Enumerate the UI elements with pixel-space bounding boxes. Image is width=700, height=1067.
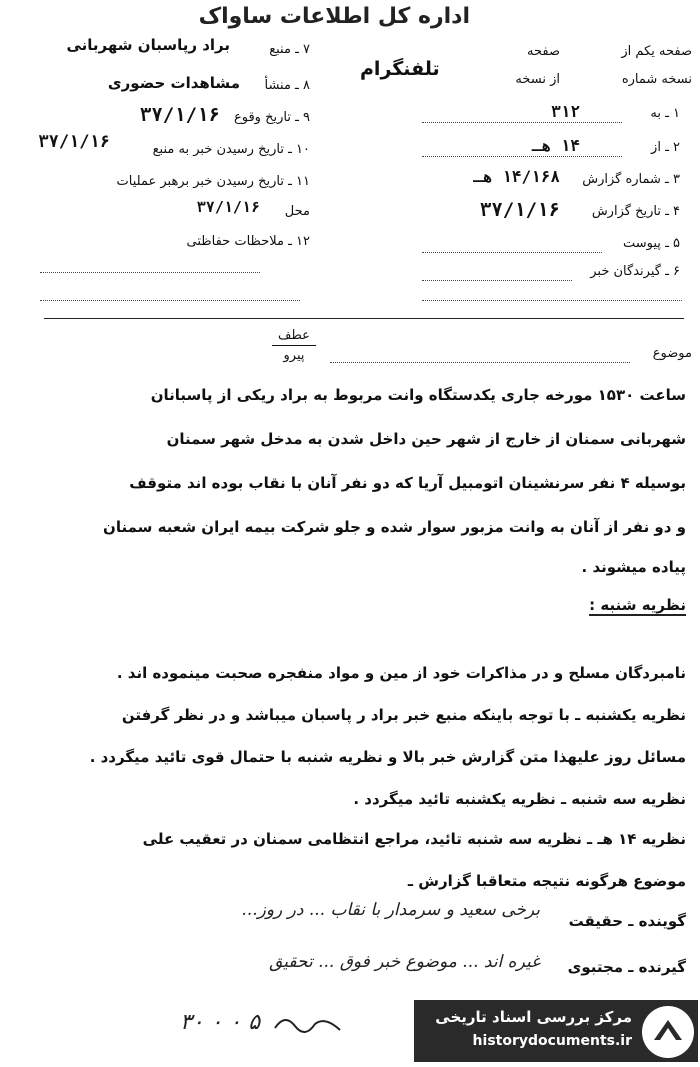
watermark-text-en: historydocuments.ir (472, 1033, 632, 1049)
security-notes-label: ۱۲ ـ ملاحظات حفاظتی (186, 234, 310, 249)
reference-top: عطف (278, 328, 310, 343)
place-label: محل (284, 204, 310, 219)
theory-line-5: نظریه ۱۴ هـ ـ نظریه سه شنبه تائید، مراجع انتظامی سمنان در تعقیب علی (142, 830, 686, 848)
origin-value: مشاهدات حضوری (107, 74, 240, 92)
recipients-label: ۶ ـ گیرندگان خبر (590, 264, 680, 279)
report-date-value: ۳۷/۱/۱۶ (479, 199, 560, 221)
body-line-3: بوسیله ۴ نفر سرنشینان اتومبیل آریا که دو نفر آنان با نقاب بوده اند متوقف (129, 474, 686, 492)
speaker-handwritten-note: برخی سعید و سرمدار با نقاب ... در روز... (241, 900, 540, 920)
copy-extra: از نسخه (515, 72, 560, 87)
reference-bottom: پیرو (283, 348, 305, 363)
from-label: ۲ ـ از (651, 140, 680, 155)
subject-label: موضوع (652, 346, 692, 361)
body-line-4: و دو نفر از آنان به وانت مزبور سوار شده و جلو شرکت بیمه ایران شعبه سمنان (103, 518, 686, 536)
report-number-value: ۱۴/۱۶۸ هـ (473, 167, 560, 186)
source-label: ۷ ـ منبع (269, 42, 310, 57)
source-value: براد رپاسبان شهربانی (66, 36, 230, 54)
header-divider (44, 318, 684, 319)
source-received-value: ۳۷/۱/۱۶ (38, 132, 110, 152)
book-icon (642, 1006, 694, 1058)
handwritten-number: ۳۰ ۰ ۰ ۵ (180, 1010, 261, 1035)
report-date-label: ۴ ـ تاریخ گزارش (591, 204, 680, 219)
watermark-text-fa: مرکز بررسی اسناد تاریخی (435, 1008, 632, 1026)
occurrence-date-value: ۳۷/۱/۱۶ (139, 104, 220, 126)
to-label: ۱ ـ به (650, 106, 680, 121)
place-value: ۳۷/۱/۱۶ (196, 198, 260, 216)
page-extra: صفحه (527, 44, 560, 59)
theory-line-4: نظریه سه شنبه ـ نظریه یکشنبه تائید میگردد . (353, 790, 686, 808)
copy-label: نسخه شماره (621, 72, 692, 87)
org-title: اداره کل اطلاعات ساواک (198, 4, 470, 29)
theory-line-1: نامبردگان مسلح و در مذاکرات خود از مین و مواد منفجره صحبت مینموده اند . (116, 664, 686, 682)
theory-title: نظریه شنبه : (589, 596, 686, 614)
to-value: ۳۱۲ (551, 102, 580, 121)
receiver-handwritten-note: غیره اند ... موضوع خبر فوق ... تحقیق (269, 952, 540, 972)
origin-label: ۸ ـ منشأ (264, 78, 310, 93)
ops-received-label: ۱۱ ـ تاریخ رسیدن خبر برهبر عملیات (116, 174, 310, 189)
theory-line-6: موضوع هرگونه نتیجه متعاقبا گزارش ـ (407, 872, 686, 890)
occurrence-date-label: ۹ ـ تاریخ وقوع (233, 110, 310, 125)
from-value: ۱۴ هـ (531, 136, 580, 155)
telegram-label: تلفنگرام (360, 58, 440, 80)
speaker-label: گوینده ـ حقیقت (568, 912, 686, 930)
watermark-logo (414, 1000, 698, 1062)
page-label: صفحه یکم از (621, 44, 692, 59)
signature-scribble-icon (270, 1008, 350, 1038)
body-line-2: شهربانی سمنان از خارج از شهر حین داخل شدن به مدخل شهر سمنان (166, 430, 686, 448)
source-received-label: ۱۰ ـ تاریخ رسیدن خبر به منبع (152, 142, 310, 157)
body-line-5: پیاده میشوند . (581, 558, 686, 576)
receiver-label: گیرنده ـ مجتبوی (567, 958, 686, 976)
theory-line-2: نظریه یکشنبه ـ با توجه باینکه منبع خبر براد ر پاسبان میباشد و در نظر گرفتن (121, 706, 686, 724)
attachment-label: ۵ ـ پیوست (623, 236, 680, 251)
body-line-1: ساعت ۱۵۳۰ مورخه جاری یکدستگاه وانت مربوط به براد ریکی از پاسبانان (150, 386, 686, 404)
report-number-label: ۳ ـ شماره گزارش (582, 172, 680, 187)
reference-box (272, 328, 316, 363)
theory-line-3: مسائل روز علیهذا متن گزارش خبر بالا و نظریه شنبه با حتمال قوی تائید میگردد . (89, 748, 686, 766)
